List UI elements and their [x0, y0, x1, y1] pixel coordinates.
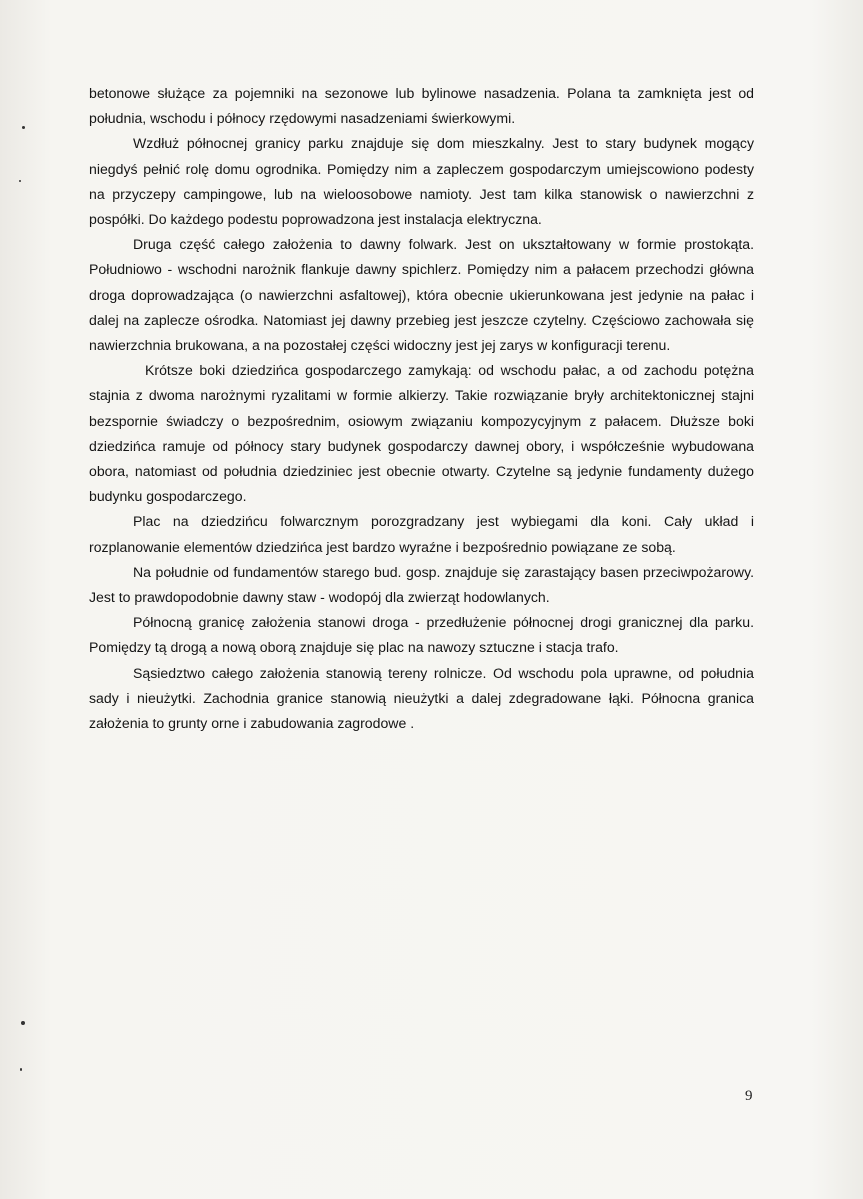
scan-speck [20, 1068, 22, 1071]
paragraph-7: Północną granicę założenia stanowi droga - przedłużenie północnej drogi granicznej dla parku. Pomiędzy tą drogą a nową oborą znajduje się plac na nawozy sztuczne i stacja trafo. [89, 614, 754, 656]
paragraph-5: Plac na dziedzińcu folwarcznym porozgradzany jest wybiegami dla koni. Cały układ i rozplanowanie elementów dziedzińca jest bardzo wyraźne i bezpośrednio powiązane ze sobą. [89, 513, 754, 555]
paragraph-3: Druga część całego założenia to dawny folwark. Jest on ukształtowany w formie prostokąta. Południowo - wschodni narożnik flankuje dawny spichlerz. Pomiędzy nim a pałacem przechodzi główna droga doprowadzająca (o nawierzchni asfaltowej), która obecnie ukierunkowana jest jedynie na pałac i dalej na zaplecze ośrodka. Natomiast jej dawny przebieg jest jeszcze czytelny. Częściowo zachowała się nawierzchnia brukowana, a na pozostałej części widoczny jest jej zarys w konfiguracji terenu. [89, 236, 754, 354]
paragraph-1: betonowe służące za pojemniki na sezonowe lub bylinowe nasadzenia. Polana ta zamknięta jest od południa, wschodu i północy rzędowymi nasadzeniami świerkowymi. [89, 85, 754, 127]
paragraph-6: Na południe od fundamentów starego bud. gosp. znajduje się zarastający basen przeciwpożarowy. Jest to prawdopodobnie dawny staw - wodopój dla zwierząt hodowlanych. [89, 563, 754, 606]
scan-speck [19, 180, 21, 182]
paragraph-8: Sąsiedztwo całego założenia stanowią tereny rolnicze. Od wschodu pola uprawne, od południa sady i nieużytki. Zachodnia granice stanowią nieużytki a dalej zdegradowane łąki. Północna granica założenia to grunty orne i zabudowania zagrodowe . [89, 664, 754, 732]
page-number: 9 [745, 1088, 753, 1104]
paragraph-2: Wzdłuż północnej granicy parku znajduje się dom mieszkalny. Jest to stary budynek mogący niegdyś pełnić rolę domu ogrodnika. Pomiędzy nim a zapleczem gospodarczym umiejscowiono podesty na przyczepy campingowe, lub na wieloosobowe namioty. Jest tam kilka stanowisk o nawierzchni z pospółki. Do każdego podestu poprowadzona jest instalacja elektryczna. [89, 135, 754, 228]
scan-speck [21, 1021, 25, 1025]
scan-speck [22, 126, 25, 129]
body-text [89, 81, 754, 736]
paragraph-4: Krótsze boki dziedzińca gospodarczego zamykają: od wschodu pałac, a od zachodu potężna stajnia z dwoma narożnymi ryzalitami w formie alkierzy. Takie rozwiązanie bryły architektonicznej stajni bezspornie świadczy o bezpośrednim, osiowym związaniu kompozycyjnym z pałacem. Dłuższe boki dziedzińca ramuje od północy stary budynek gospodarczy dawnej obory, i współcześnie wybudowana obora, natomiast od południa dziedziniec jest obecnie otwarty. Czytelne są jedynie fundamenty dużego budynku gospodarczego. [89, 362, 754, 505]
